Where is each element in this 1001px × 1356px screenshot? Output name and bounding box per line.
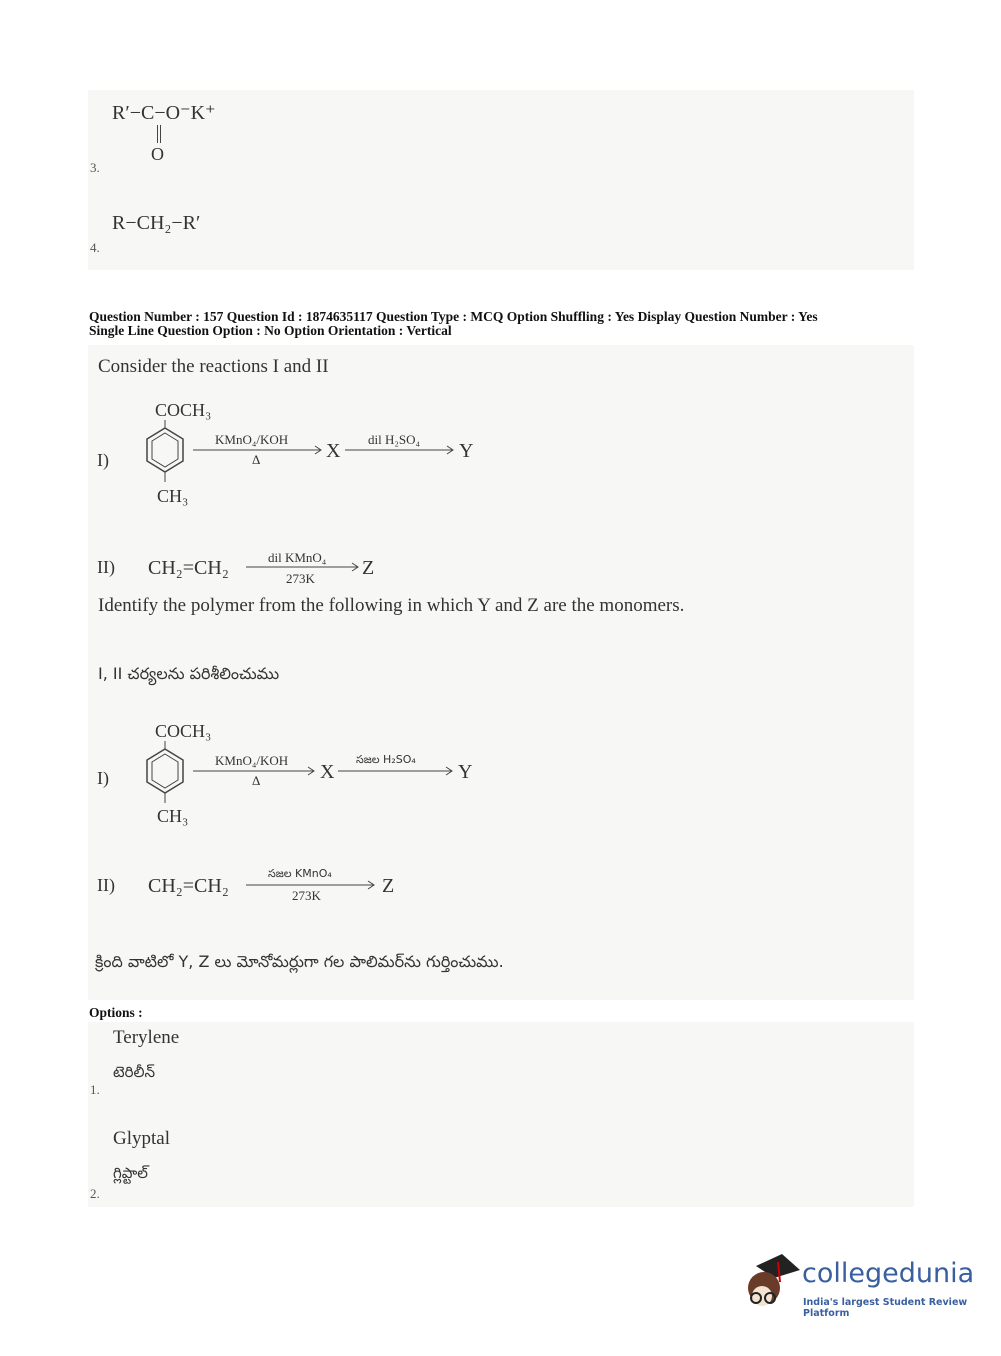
reactant: CH₂=CH₂ — [148, 875, 229, 897]
substituent-top: COCH₃ — [155, 721, 212, 741]
question-intro-en: Consider the reactions I and II — [98, 356, 329, 377]
substituent-bottom: CH₃ — [157, 806, 189, 826]
question-meta-line2: Single Line Question Option : No Option Orientation : Vertical — [89, 323, 452, 338]
option-2-number: 2. — [90, 1186, 100, 1201]
condition: Δ — [252, 452, 261, 467]
logo-wordmark: collegedunia — [802, 1258, 975, 1289]
question-text-te: క్రింది వాటిలో Y, Z లు మోనోమర్లుగా గల పాలిమర్‌ను గుర్తించుము. — [95, 952, 504, 971]
product-z: Z — [382, 875, 395, 897]
substituent-top: COCH₃ — [155, 400, 212, 420]
reactant: CH₂=CH₂ — [148, 557, 229, 579]
question-intro-te: I, II చర్యలను పరిశీలించుము — [98, 664, 280, 683]
benzene-ring-icon — [140, 420, 190, 482]
substituent-bottom: CH₃ — [157, 486, 189, 506]
reagent: KMnO₄/KOH — [215, 753, 289, 768]
arrow-icon — [345, 444, 457, 456]
option-1-en[interactable]: Terylene — [113, 1027, 180, 1048]
reagent: dil H₂SO₄ — [368, 432, 421, 447]
product-y: Y — [459, 440, 474, 462]
options-label: Options : — [89, 1005, 143, 1020]
option-2-en[interactable]: Glyptal — [113, 1128, 170, 1149]
product-x: X — [326, 440, 341, 462]
reaction-label: II) — [97, 557, 115, 577]
arrow-icon — [338, 765, 456, 777]
reaction-label: I) — [97, 768, 109, 788]
reagent: సజల H₂SO₄ — [356, 753, 416, 766]
product-y: Y — [458, 761, 473, 783]
question-meta-line1: Question Number : 157 Question Id : 1874635117 Question Type : MCQ Option Shuffling : Yes Display Question Number : Yes — [89, 309, 818, 324]
condition: Δ — [252, 773, 261, 788]
product-z: Z — [362, 557, 375, 579]
option-3-carbonyl: O — [151, 144, 164, 164]
option-1-te[interactable]: టెరిలీన్ — [113, 1063, 156, 1081]
condition: 273K — [286, 571, 315, 586]
logo-tagline: India's largest Student Review Platform — [803, 1297, 968, 1319]
benzene-ring-icon — [140, 741, 190, 803]
reaction-label: I) — [97, 450, 109, 470]
options-panel — [88, 1022, 914, 1207]
condition: 273K — [292, 888, 321, 903]
question-text-en: Identify the polymer from the following in which Y and Z are the monomers. — [98, 595, 685, 616]
reagent: dil KMnO₄ — [268, 550, 327, 565]
option-3-number: 3. — [90, 160, 100, 175]
product-x: X — [320, 761, 335, 783]
reaction-label: II) — [97, 875, 115, 895]
collegedunia-mascot-icon — [742, 1252, 800, 1314]
option-2-te[interactable]: గ్లిప్టాల్ — [113, 1164, 148, 1182]
option-4-formula: R−CH₂−R′ — [112, 212, 201, 234]
option-4-number: 4. — [90, 240, 100, 255]
double-bond — [157, 125, 161, 143]
option-1-number: 1. — [90, 1082, 100, 1097]
reagent: KMnO₄/KOH — [215, 432, 289, 447]
option-3-formula: R′−C−O⁻K⁺ — [112, 102, 216, 124]
reagent: సజల KMnO₄ — [268, 867, 332, 880]
